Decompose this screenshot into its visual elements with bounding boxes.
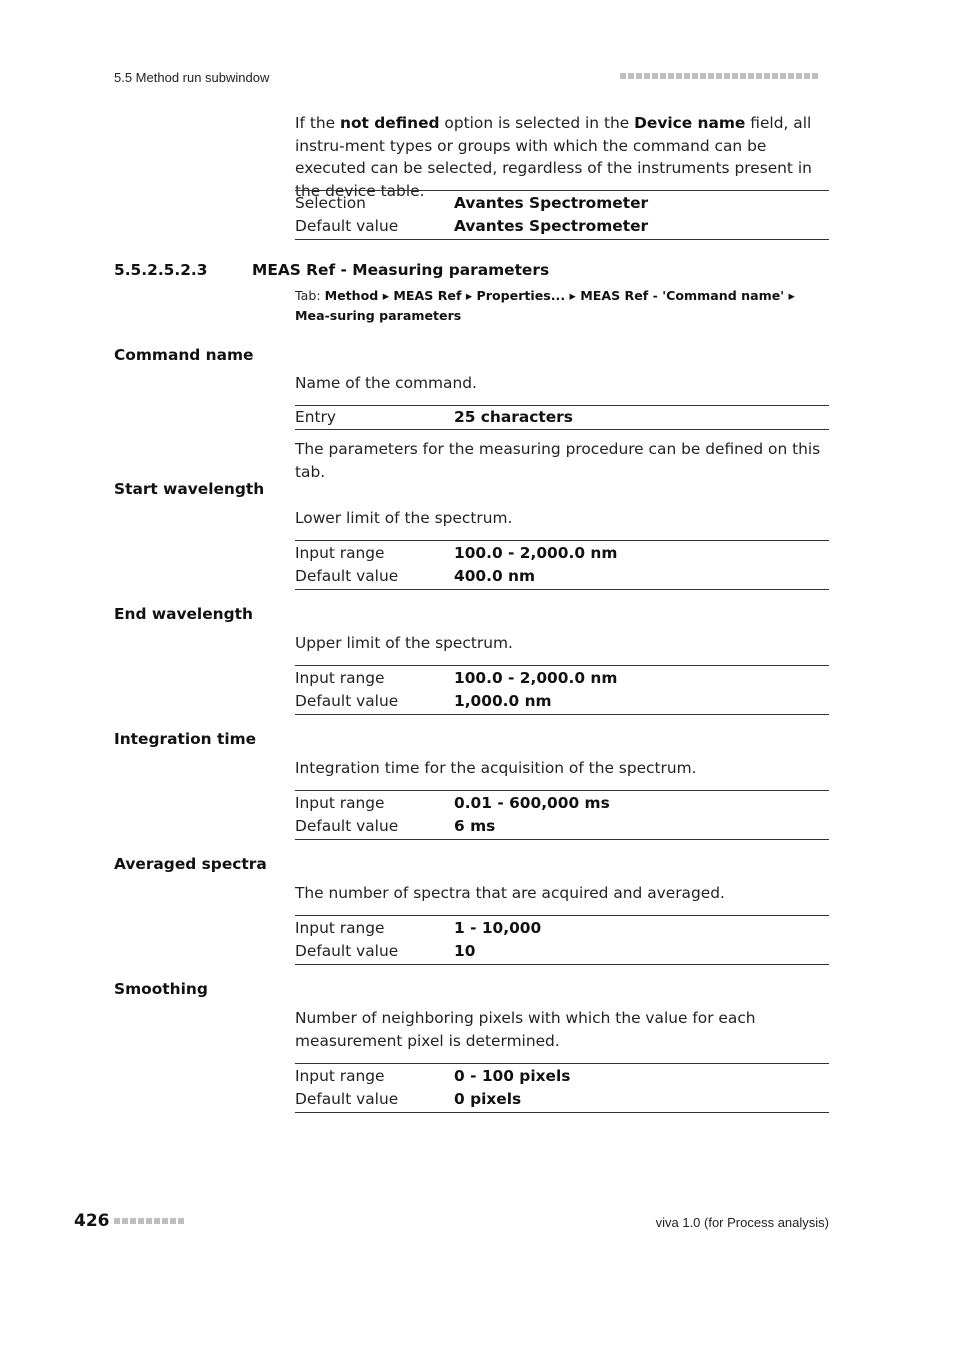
table-row: Input range 100.0 - 2,000.0 nm bbox=[295, 544, 618, 563]
command-name-table bbox=[295, 405, 829, 430]
table-row: Input range 100.0 - 2,000.0 nm bbox=[295, 669, 618, 688]
field-device-name: Device name bbox=[634, 114, 746, 132]
averaged-spectra-table bbox=[295, 915, 829, 965]
end-wavelength-description: Upper limit of the spectrum. bbox=[295, 634, 513, 652]
header-dot-ornament bbox=[620, 73, 818, 79]
option-not-defined: not defined bbox=[340, 114, 440, 132]
footer-dot-ornament bbox=[114, 1218, 184, 1224]
heading-command-name: Command name bbox=[114, 346, 254, 364]
end-wavelength-table bbox=[295, 665, 829, 715]
table-row: Selection Avantes Spectrometer bbox=[295, 194, 649, 213]
running-header: 5.5 Method run subwindow bbox=[114, 70, 270, 85]
table-row: Default value Avantes Spectrometer bbox=[295, 216, 649, 235]
heading-start-wavelength: Start wavelength bbox=[114, 480, 265, 498]
command-name-note: The parameters for the measuring procedure can be defined on this tab. bbox=[295, 440, 821, 481]
page-number: 426 bbox=[74, 1211, 110, 1231]
start-wavelength-table bbox=[295, 540, 829, 590]
selection-table bbox=[295, 190, 829, 240]
table-row: Default value 0 pixels bbox=[295, 1089, 522, 1108]
section-title: MEAS Ref - Measuring parameters bbox=[252, 261, 550, 279]
heading-averaged-spectra: Averaged spectra bbox=[114, 855, 267, 873]
table-row: Entry 25 characters bbox=[295, 408, 573, 427]
start-wavelength-description: Lower limit of the spectrum. bbox=[295, 509, 513, 527]
table-row: Default value 400.0 nm bbox=[295, 566, 536, 585]
footer-product: viva 1.0 (for Process analysis) bbox=[655, 1215, 829, 1230]
heading-integration-time: Integration time bbox=[114, 730, 257, 748]
table-row: Default value 1,000.0 nm bbox=[295, 691, 552, 710]
heading-smoothing: Smoothing bbox=[114, 980, 208, 998]
integration-time-table bbox=[295, 790, 829, 840]
table-row: Input range 1 - 10,000 bbox=[295, 919, 542, 938]
smoothing-description: Number of neighboring pixels with which the value for each measurement pixel is determined. bbox=[295, 1009, 756, 1050]
table-row: Input range 0.01 - 600,000 ms bbox=[295, 794, 610, 813]
tab-path: Tab: Method ▸ MEAS Ref ▸ Properties... ▸ MEAS Ref - 'Command name' ▸ Mea-suring parameters bbox=[295, 288, 795, 323]
table-row: Default value 6 ms bbox=[295, 816, 496, 835]
smoothing-table bbox=[295, 1063, 829, 1113]
heading-end-wavelength: End wavelength bbox=[114, 605, 253, 623]
integration-time-description: Integration time for the acquisition of the spectrum. bbox=[295, 759, 697, 777]
command-name-description: Name of the command. bbox=[295, 374, 477, 392]
section-number: 5.5.2.5.2.3 bbox=[114, 261, 208, 279]
table-row: Input range 0 - 100 pixels bbox=[295, 1067, 571, 1086]
averaged-spectra-description: The number of spectra that are acquired and averaged. bbox=[295, 884, 725, 902]
table-row: Default value 10 bbox=[295, 941, 476, 960]
intro-paragraph: If the not defined option is selected in the Device name field, all instru-ment types or groups with which the command can be executed can be selected, regardless of the instruments present in the device table. bbox=[295, 114, 812, 200]
